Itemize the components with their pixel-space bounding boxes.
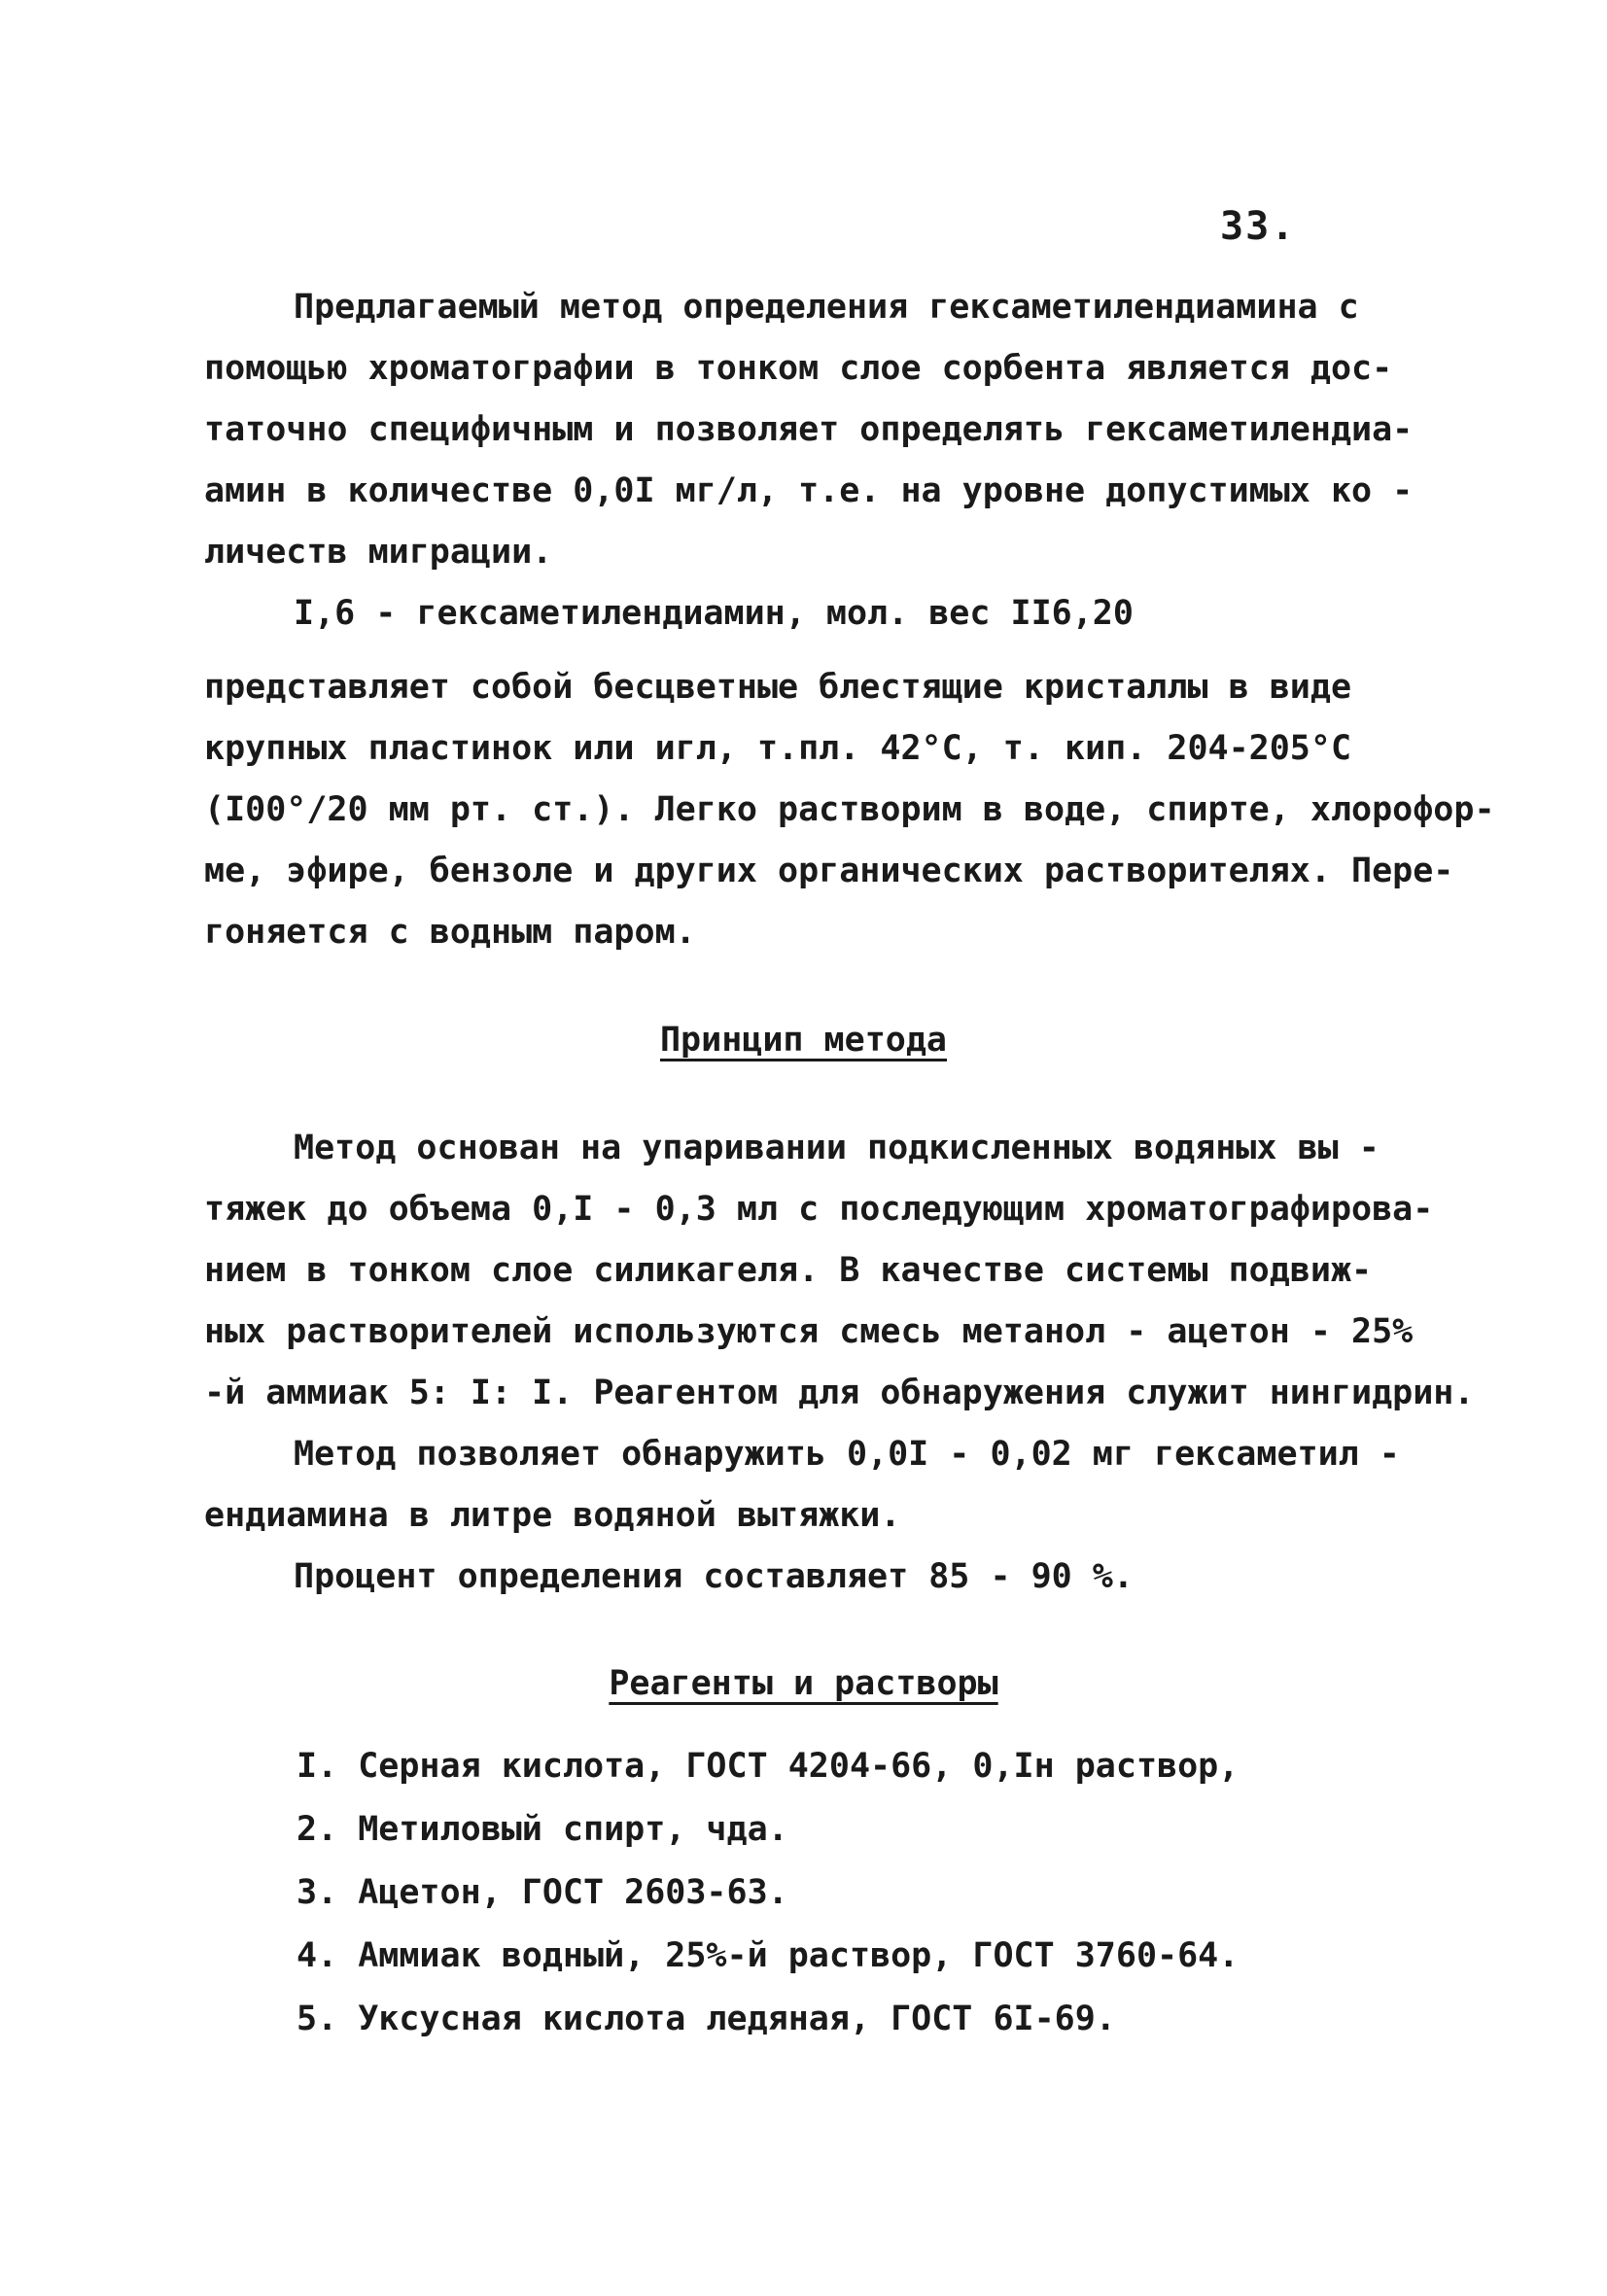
intro-line-4: амин в количестве 0,0I мг/л, т.е. на уровне допустимых ко -	[204, 471, 1414, 510]
principle-paragraph-3	[204, 1547, 1419, 1608]
reagents-heading: Реагенты и растворы	[609, 1664, 998, 1703]
intro-line-1: Предлагаемый метод определения гексаметилендиамина с	[294, 288, 1359, 327]
principle-line-2: тяжек до объема 0,I - 0,3 мл с последующим хроматографирова-	[204, 1190, 1434, 1229]
properties-line-5: гоняется с водным паром.	[204, 913, 696, 952]
principle-p2-line-2: ендиамина в литре водяной вытяжки.	[204, 1496, 901, 1535]
principle-line-3: нием в тонком слое силикагеля. В качестве системы подвиж-	[204, 1251, 1373, 1290]
properties-line-2: крупных пластинок или игл, т.пл. 42°С, т. кип. 204-205°С	[204, 729, 1352, 768]
principle-paragraph-1	[204, 1118, 1475, 1424]
principle-p3-line-1: Процент определения составляет 85 - 90 %.	[294, 1557, 1134, 1596]
intro-line-2: помощью хроматографии в тонком слое сорбента является дос-	[204, 349, 1393, 388]
intro-line-5: личеств миграции.	[204, 533, 553, 572]
principle-line-5: -й аммиак 5: I: I. Реагентом для обнаружения служит нингидрин.	[204, 1374, 1475, 1412]
principle-line-4: ных растворителей используются смесь метанол - ацетон - 25%	[204, 1312, 1414, 1351]
principle-paragraph-2	[204, 1424, 1419, 1547]
principle-p2-line-1: Метод позволяет обнаружить 0,0I - 0,02 мг гексаметил -	[294, 1435, 1400, 1474]
properties-paragraph	[204, 657, 1495, 963]
properties-line-4: ме, эфире, бензоле и других органических растворителях. Пере-	[204, 852, 1454, 890]
page-number: 33.	[1220, 204, 1297, 249]
principle-heading: Принцип метода	[659, 1021, 947, 1060]
compound-line-block	[204, 583, 1419, 644]
principle-line-1: Метод основан на упаривании подкисленных водяных вы -	[294, 1129, 1380, 1167]
intro-paragraph	[204, 277, 1419, 583]
reagent-item-4: 4. Аммиак водный, 25%-й раствор, ГОСТ 3760-64.	[297, 1936, 1240, 1975]
properties-line-3: (I00°/20 мм рт. ст.). Легко растворим в воде, спирте, хлорофор-	[204, 790, 1495, 829]
reagent-item-2: 2. Метиловый спирт, чда.	[297, 1810, 788, 1849]
compound-line: I,6 - гексаметилендиамин, мол. вес II6,20	[294, 594, 1134, 633]
reagent-item-5: 5. Уксусная кислота ледяная, ГОСТ 6I-69.	[297, 2000, 1116, 2038]
properties-line-1: представляет собой бесцветные блестящие кристаллы в виде	[204, 668, 1352, 707]
reagents-list	[297, 1735, 1239, 2051]
reagent-item-3: 3. Ацетон, ГОСТ 2603-63.	[297, 1873, 788, 1912]
intro-line-3: таточно специфичным и позволяет определять гексаметилендиа-	[204, 410, 1414, 449]
reagent-item-1: I. Серная кислота, ГОСТ 4204-66, 0,Iн раствор,	[297, 1747, 1240, 1786]
